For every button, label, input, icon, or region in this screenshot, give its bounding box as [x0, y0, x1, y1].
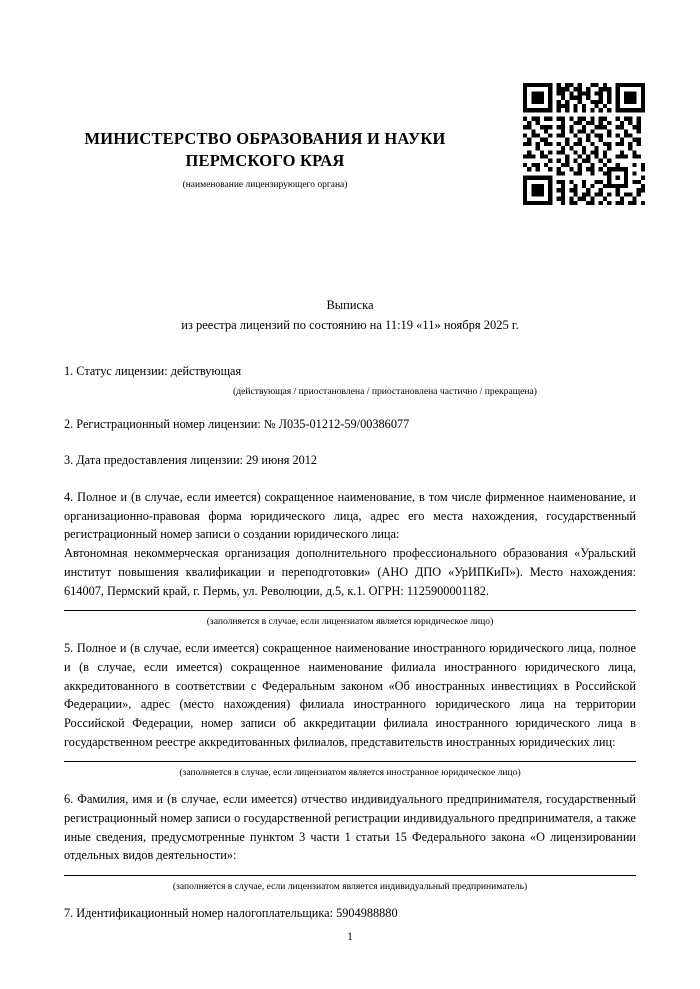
item-2-registration-number: 2. Регистрационный номер лицензии: № Л035-01212-59/00386077	[64, 416, 410, 431]
item-1-status: 1. Статус лицензии: действующая	[64, 364, 242, 378]
ministry-name-line-1: МИНИСТЕРСТВО ОБРАЗОВАНИЯ И НАУКИ	[84, 129, 446, 148]
document-title-line-2: из реестра лицензий по состоянию на 11:19 «11» ноября 2025 г.	[181, 318, 519, 332]
document-title	[0, 295, 700, 335]
item-6-caption: (заполняется в случае, если лицензиатом является индивидуальный предприниматель)	[172, 881, 528, 893]
item-4-legal-entity-value: Автономная некоммерческая организация дополнительного профессионального образования «Уральский институт повышения квалификации и переподготовки» (АНО ДПО «УрИПКиП»). Место нахождения: 614007, Пермский край, г. Пермь, ул. Революции, д.5, к.1. ОГРН: 1125900001182.	[64, 546, 636, 598]
page-number: 1	[347, 931, 353, 943]
item-4-legal-entity-label: 4. Полное и (в случае, если имеется) сокращенное наименование, в том числе фирменное наименование, и организационно-правовая форма юридического лица, адрес его места нахождения, государственный регистрационный номер записи о создании юридического лица:	[64, 490, 636, 542]
item-5-divider	[64, 761, 636, 762]
item-4-divider	[64, 610, 636, 611]
item-7-taxpayer-number: 7. Идентификационный номер налогоплательщика: 5904988880	[64, 906, 398, 921]
document-title-line-1: Выписка	[326, 298, 374, 312]
licensing-body-caption: (наименование лицензирующего органа)	[182, 179, 348, 190]
item-6-divider	[64, 875, 636, 876]
document-header	[40, 128, 490, 190]
document-body	[64, 362, 636, 923]
item-4-caption: (заполняется в случае, если лицензиатом является юридическое лицо)	[206, 616, 494, 628]
item-5-caption: (заполняется в случае, если лицензиатом является иностранное юридическое лицо)	[179, 767, 521, 779]
qr-code-icon	[523, 83, 645, 205]
item-1-caption: (действующая / приостановлена / приостановлена частично / прекращена)	[233, 385, 537, 397]
item-3-issue-date: 3. Дата предоставления лицензии: 29 июня 2012	[64, 453, 318, 468]
item-5-foreign-entity-label: 5. Полное и (в случае, если имеется) сокращенное наименование иностранного юридического лица, полное и (в случае, если имеется) сокращенное наименование филиала иностранного юридического лица, аккредитованного в соответствии с Федеральным законом «Об иностранных инвестициях в Российской Федерации», адрес (место нахождения) филиала иностранного юридического лица на территории Российской Федерации, номер записи об аккредитации филиала иностранного юридического лица в государственном реестре аккредитованных филиалов, представительств иностранных юридических лиц:	[64, 641, 636, 749]
item-6-entrepreneur-label: 6. Фамилия, имя и (в случае, если имеется) отчество индивидуального предпринимателя, государственный регистрационный номер записи о государственной регистрации индивидуального предпринимателя, а также иные сведения, предусмотренные пунктом 3 части 1 статьи 15 Федерального закона «О лицензировании отдельных видов деятельности»:	[64, 792, 636, 863]
ministry-name-line-2: ПЕРМСКОГО КРАЯ	[185, 151, 345, 171]
